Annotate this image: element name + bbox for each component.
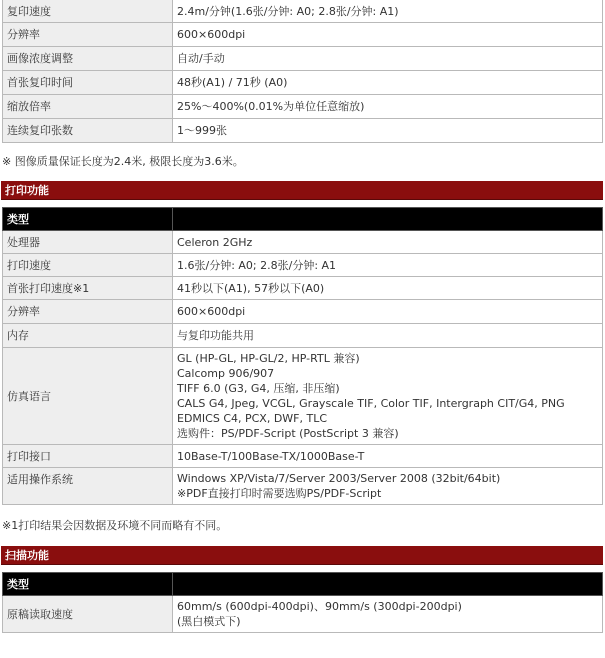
header-type-label: 类型	[3, 573, 173, 596]
row-label: 处理器	[3, 231, 173, 254]
table-header-row	[3, 573, 603, 596]
header-empty-cell	[173, 573, 603, 596]
row-label: 画像浓度调整	[3, 47, 173, 71]
row-label: 打印速度	[3, 254, 173, 277]
table-row	[3, 231, 603, 254]
row-value: 自动/手动	[173, 47, 603, 71]
emulation-line: GL (HP-GL, HP-GL/2, HP-RTL 兼容)	[177, 352, 360, 365]
row-value: 1.6张/分钟: A0; 2.8张/分钟: A1	[173, 254, 603, 277]
table-row	[3, 277, 603, 300]
row-label: 首张复印时间	[3, 71, 173, 95]
table-row	[3, 445, 603, 468]
row-label: 内存	[3, 324, 173, 348]
row-label: 仿真语言	[3, 348, 173, 445]
table-row	[3, 596, 603, 633]
row-label: 分辨率	[3, 300, 173, 324]
table-row	[3, 324, 603, 348]
scan-section-title: 扫描功能	[1, 546, 603, 565]
emulation-line: CALS G4, Jpeg, VCGL, Grayscale TIF, Color TIF, Intergraph CIT/G4, PNG	[177, 397, 565, 410]
scan-speed-line: 60mm/s (600dpi-400dpi)、90mm/s (300dpi-200dpi)	[177, 600, 462, 613]
header-type-label: 类型	[3, 208, 173, 231]
row-value: 41秒以下(A1), 57秒以下(A0)	[173, 277, 603, 300]
emulation-line: 选购件：PS/PDF-Script (PostScript 3 兼容)	[177, 427, 399, 440]
table-row	[3, 95, 603, 119]
scan-speed-line: (黑白模式下)	[177, 615, 241, 628]
row-label: 原稿读取速度	[3, 596, 173, 633]
row-value: 与复印功能共用	[173, 324, 603, 348]
row-value: 48秒(A1) / 71秒 (A0)	[173, 71, 603, 95]
emulation-line: EDMICS C4, PCX, DWF, TLC	[177, 412, 328, 425]
row-label: 缩放倍率	[3, 95, 173, 119]
print-spec-table	[2, 207, 603, 505]
os-line: ※PDF直接打印时需要选购PS/PDF-Script	[177, 487, 382, 500]
header-empty-cell	[173, 208, 603, 231]
row-value: 10Base-T/100Base-TX/1000Base-T	[173, 445, 603, 468]
row-label: 分辨率	[3, 23, 173, 47]
row-value: 2.4m/分钟(1.6张/分钟: A0; 2.8张/分钟: A1)	[173, 0, 603, 23]
table-row	[3, 468, 603, 505]
copy-spec-table	[2, 0, 603, 143]
emulation-languages-cell	[173, 348, 603, 445]
table-header-row	[3, 208, 603, 231]
row-label: 复印速度	[3, 0, 173, 23]
print-section-title: 打印功能	[1, 181, 603, 200]
table-row	[3, 47, 603, 71]
row-value: 600×600dpi	[173, 23, 603, 47]
table-row	[3, 23, 603, 47]
table-row	[3, 71, 603, 95]
table-row	[3, 254, 603, 277]
row-label: 首张打印速度※1	[3, 277, 173, 300]
row-value: 25%～400%(0.01%为单位任意缩放)	[173, 95, 603, 119]
row-value: 600×600dpi	[173, 300, 603, 324]
table-row	[3, 300, 603, 324]
row-label: 连续复印张数	[3, 119, 173, 143]
table-row	[3, 348, 603, 445]
os-line: Windows XP/Vista/7/Server 2003/Server 2008 (32bit/64bit)	[177, 472, 501, 485]
emulation-line: TIFF 6.0 (G3, G4, 压缩, 非压缩)	[177, 382, 340, 395]
scan-speed-cell	[173, 596, 603, 633]
emulation-line: Calcomp 906/907	[177, 367, 275, 380]
scan-spec-table	[2, 572, 603, 633]
copy-footnote: ※ 图像质量保证长度为2.4米, 极限长度为3.6米。	[2, 155, 244, 168]
row-label: 适用操作系统	[3, 468, 173, 505]
row-value: 1～999张	[173, 119, 603, 143]
row-value: Celeron 2GHz	[173, 231, 603, 254]
row-label: 打印接口	[3, 445, 173, 468]
table-row	[3, 119, 603, 143]
os-cell	[173, 468, 603, 505]
table-row	[3, 0, 603, 23]
print-footnote: ※1打印结果会因数据及环境不同而略有不同。	[2, 519, 228, 532]
